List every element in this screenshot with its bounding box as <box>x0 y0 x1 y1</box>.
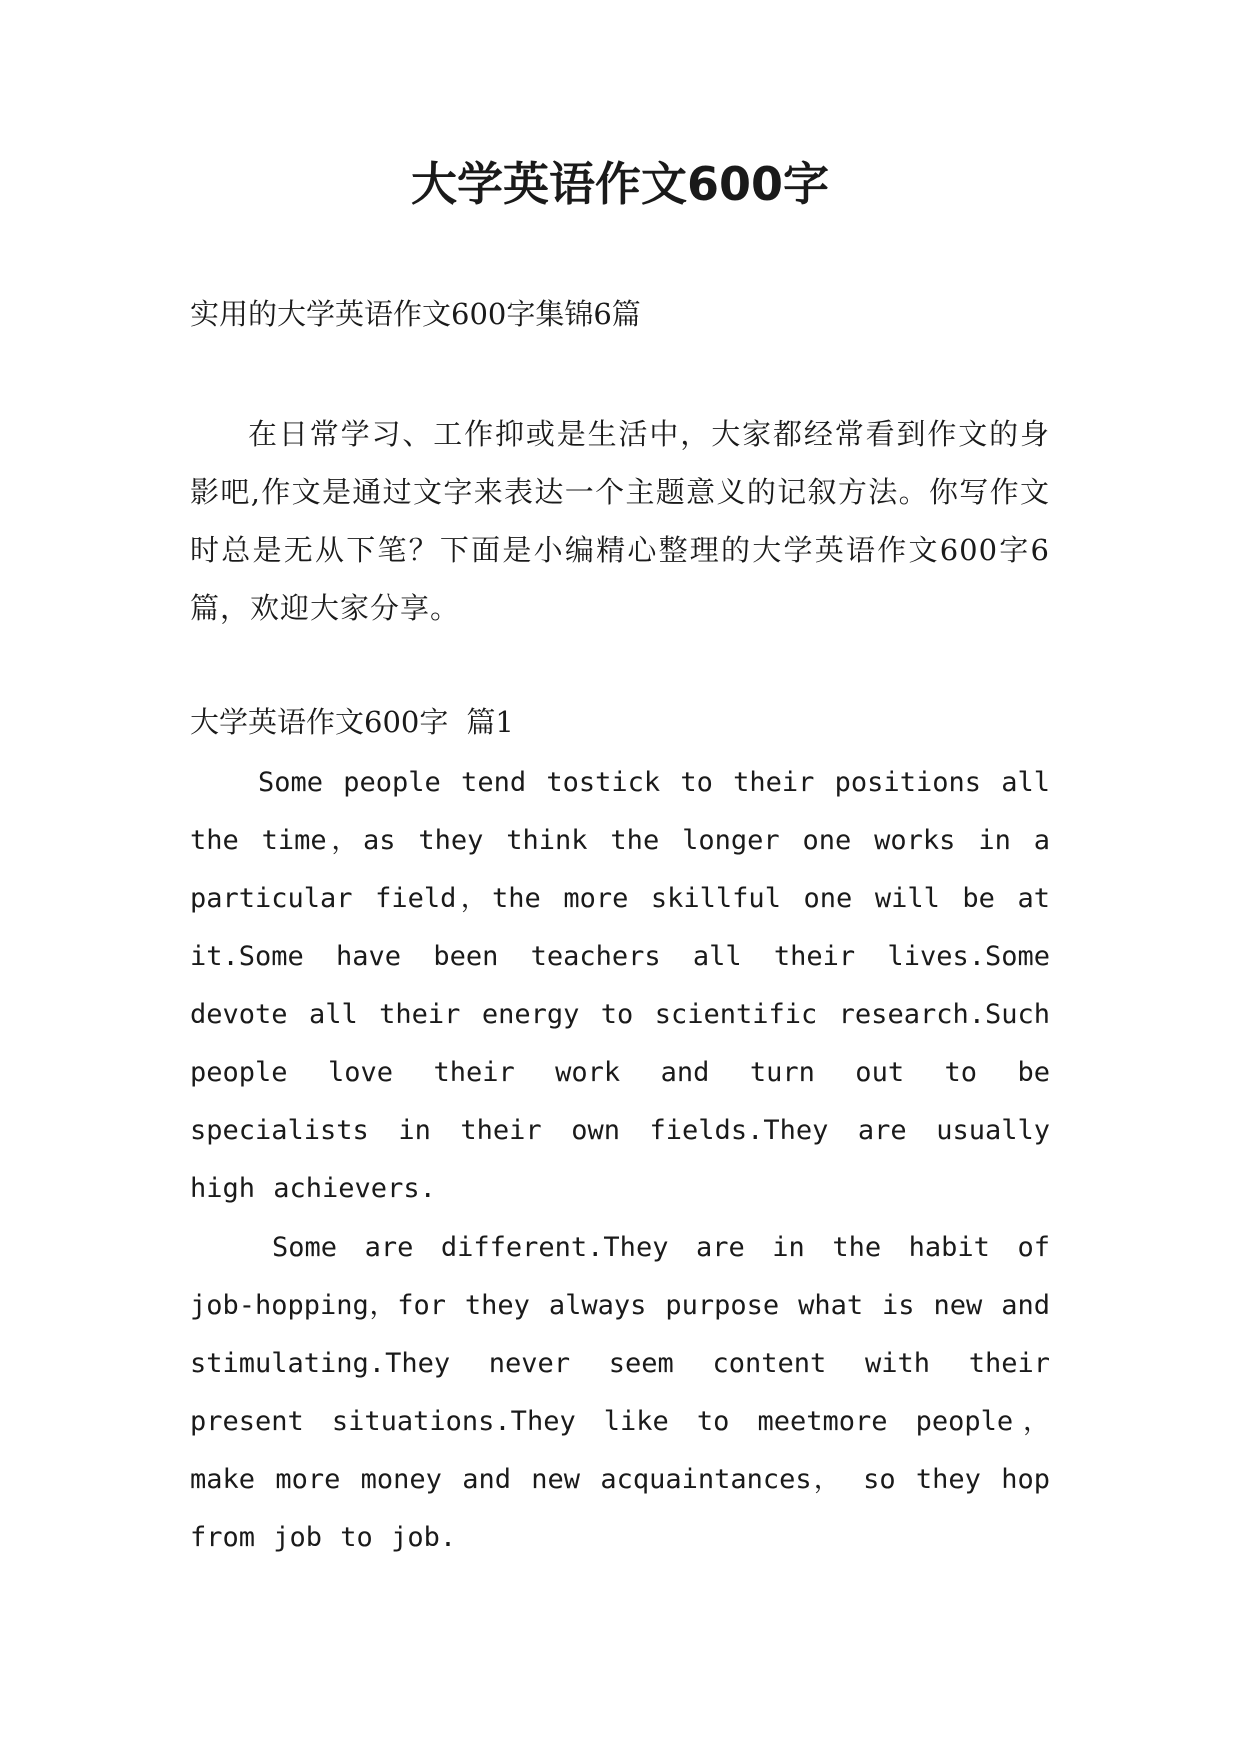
section-heading-text: 大学英语作文600字 <box>190 705 449 739</box>
essay-paragraph-1: Some people tend tostick to their positions all the time，as they think the longer one works in a particular field，the more skillful one will be at it.Some have been teachers all their lives.Some devote all their energy to scientific research.Such people love their work and turn out to be specialists in their own fields.They are usually high achievers. <box>190 767 1050 1204</box>
section-heading <box>190 700 514 744</box>
intro-paragraph: 在日常学习、工作抑或是生活中，大家都经常看到作文的身影吧,作文是通过文字来表达一个主题意义的记叙方法。你写作文时总是无从下笔？下面是小编精心整理的大学英语作文600字6篇，欢迎大家分享。 <box>190 417 1050 625</box>
document-title: 大学英语作文600字 <box>410 157 830 211</box>
document-page <box>190 0 1050 1754</box>
section-number: 篇1 <box>466 705 514 739</box>
essay-paragraph-2: Some are different.They are in the habit of job-hopping，for they always purpose what is new and stimulating.They never seem content with their present situations.They like to meetmore people， make more money and new acquaintances， so they hop from job to job. <box>190 1232 1050 1553</box>
document-subtitle: 实用的大学英语作文600字集锦6篇 <box>190 297 641 331</box>
